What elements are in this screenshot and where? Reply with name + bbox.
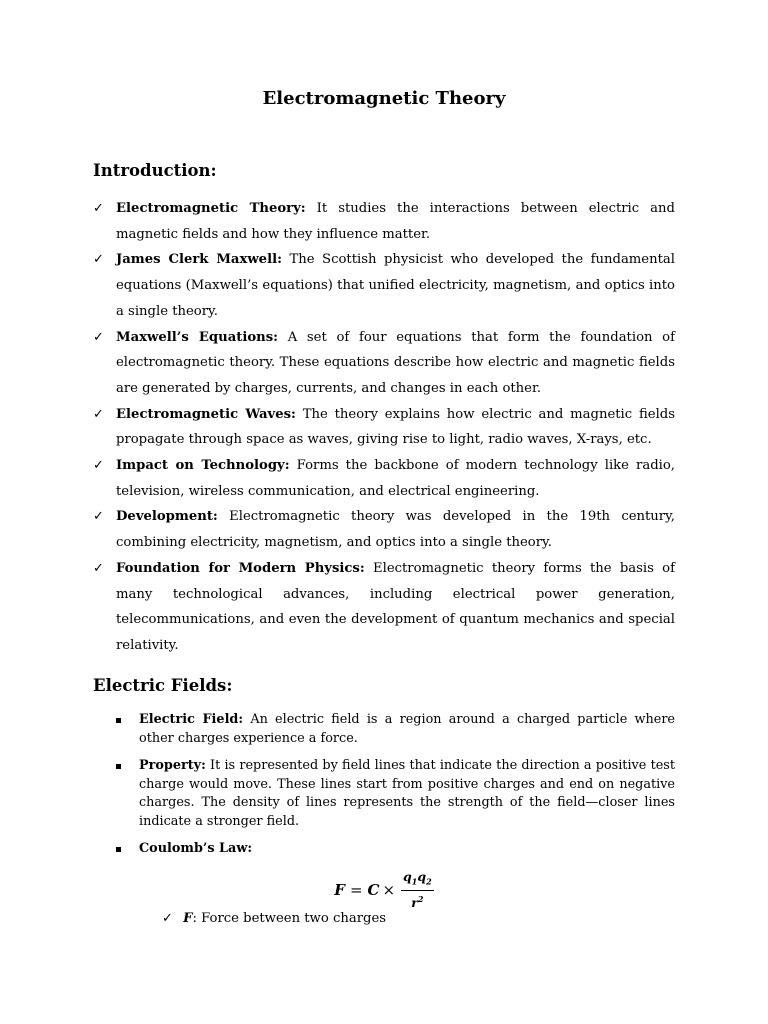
coulombs-law-formula [0, 870, 768, 910]
formula-constant: C [367, 880, 380, 899]
list-item [93, 556, 675, 659]
definition: Forms the backbone of modern technology like radio, television, wireless communication, and electrical engineering. [116, 458, 675, 499]
variable-description: : Force between two charges [192, 911, 387, 926]
list-item [116, 757, 675, 831]
checkmark-icon: ✓ [93, 560, 105, 576]
electric-fields-list [116, 711, 675, 868]
term: Coulomb’s Law: [139, 841, 253, 856]
definition: An electric field is a region around a charged particle where other charges experience a force. [139, 712, 676, 746]
electric-fields-heading: Electric Fields: [93, 676, 233, 695]
formula-numerator [401, 870, 434, 891]
term: Electric Field: [139, 712, 244, 727]
definition: It is represented by field lines that indicate the direction a positive test charge would move. These lines start from positive charges and end on negative charges. The density of lines represents the strength of the field—closer lines indicate a stronger field. [139, 758, 675, 829]
checkmark-icon: ✓ [93, 329, 105, 345]
formula-fraction [401, 870, 434, 910]
term: Maxwell’s Equations: [116, 329, 279, 345]
term: Electromagnetic Theory: [116, 201, 306, 216]
formula-times: × [382, 880, 396, 899]
term: Foundation for Modern Physics: [116, 560, 365, 576]
term: James Clerk Maxwell: [116, 252, 282, 268]
formula-force-symbol: F [334, 880, 345, 899]
checkmark-icon: ✓ [93, 458, 105, 474]
charge-q2-subscript: 2 [426, 876, 432, 887]
definition: The Scottish physicist who developed the fundamental equations (Maxwell’s equations) that unified electricity, magnetism, and optics into a single theory. [116, 252, 675, 319]
page-title: Electromagnetic Theory [262, 88, 506, 109]
introduction-heading: Introduction: [93, 161, 217, 180]
definition: Electromagnetic theory forms the basis of many technological advances, including electrical power generation, telecommunications, and even the development of quantum mechanics and special relativity. [116, 560, 675, 653]
square-bullet-icon [116, 847, 121, 852]
charge-q2: q [417, 869, 427, 884]
term: Electromagnetic Waves: [116, 406, 296, 422]
charge-q1-subscript: 1 [411, 876, 418, 887]
term: Property: [139, 758, 206, 773]
variable-symbol: F [183, 911, 193, 926]
square-bullet-icon [116, 718, 121, 723]
list-item [116, 711, 675, 748]
list-item [93, 402, 675, 453]
square-bullet-icon [116, 764, 121, 769]
checkmark-icon: ✓ [162, 911, 174, 926]
definition: Electromagnetic theory was developed in the 19th century, combining electricity, magnetism, and optics into a single theory. [116, 509, 675, 551]
list-item [93, 325, 675, 402]
formula-variable-item [162, 911, 386, 926]
checkmark-icon: ✓ [93, 201, 105, 216]
list-item [93, 247, 675, 324]
definition: The theory explains how electric and magnetic fields propagate through space as waves, giving rise to light, radio waves, X-rays, etc. [116, 406, 676, 448]
checkmark-icon: ✓ [93, 252, 105, 268]
definition: A set of four equations that form the foundation of electromagnetic theory. These equations describe how electric and magnetic fields are generated by charges, currents, and changes in each other. [116, 329, 675, 396]
checkmark-icon: ✓ [93, 406, 105, 422]
formula-denominator [411, 891, 423, 910]
formula-equals: = [349, 880, 363, 899]
charge-q1: q [403, 869, 412, 884]
definition: It studies the interactions between electric and magnetic fields and how they influence matter. [116, 201, 675, 242]
list-item [93, 196, 675, 247]
term: Impact on Technology: [116, 458, 290, 474]
list-item [93, 453, 675, 504]
checkmark-icon: ✓ [93, 509, 105, 525]
distance-r: r [411, 894, 418, 910]
term: Development: [116, 509, 218, 525]
list-item [93, 504, 675, 555]
distance-exponent: 2 [417, 893, 424, 904]
list-item [116, 840, 675, 859]
introduction-list [93, 196, 675, 659]
